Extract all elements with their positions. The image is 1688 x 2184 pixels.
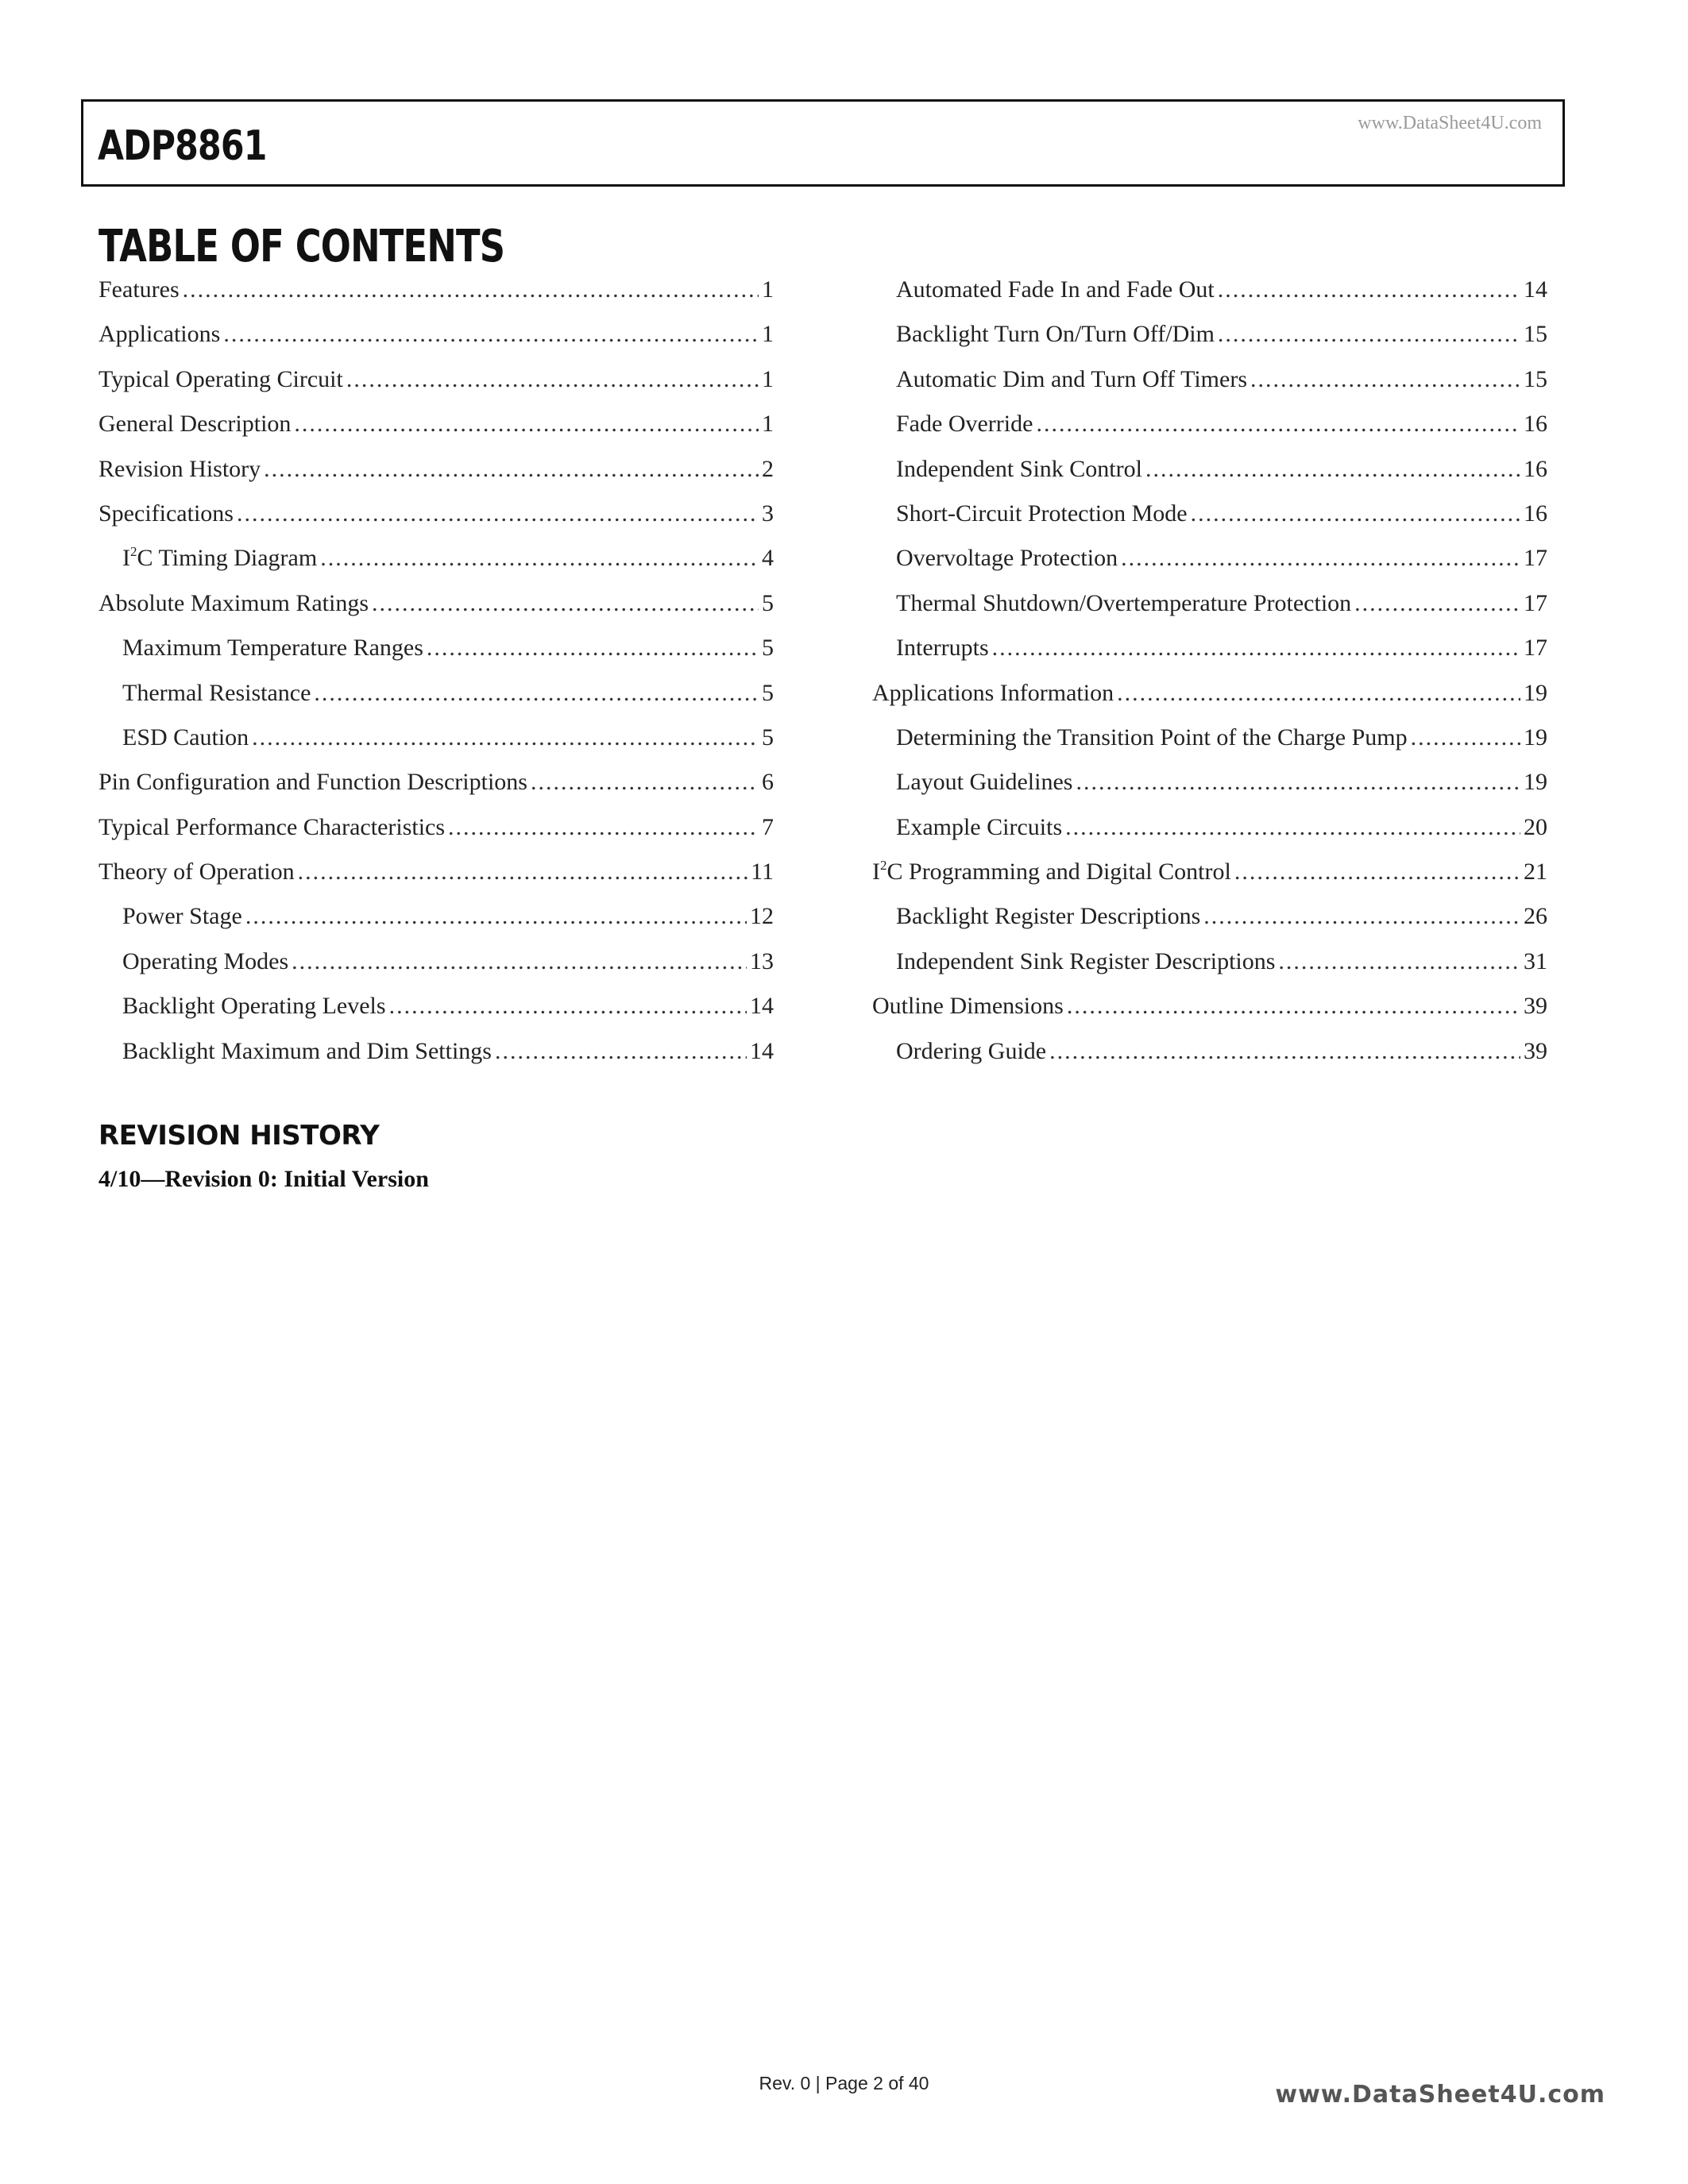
toc-entry-title-text: Outline Dimensions — [872, 993, 1064, 1020]
toc-entry-page: 1 — [762, 321, 774, 348]
toc-leader-dots — [1250, 357, 1520, 402]
toc-leader-dots — [1191, 492, 1520, 536]
toc-entry[interactable] — [98, 984, 774, 1028]
revision-entry: 4/10—Revision 0: Initial Version — [98, 1166, 429, 1192]
toc-entry-title — [98, 581, 369, 626]
toc-entry[interactable] — [872, 357, 1547, 402]
toc-leader-dots — [1354, 581, 1520, 626]
toc-entry-title-text: General Description — [98, 411, 292, 438]
toc-entry-title — [122, 894, 242, 939]
toc-entry-page: 2 — [762, 455, 774, 482]
toc-entry[interactable] — [98, 268, 774, 312]
toc-entry[interactable] — [98, 760, 774, 805]
toc-entry-title-text: Backlight Turn On/Turn Off/Dim — [896, 321, 1215, 348]
toc-leader-dots — [1278, 940, 1520, 984]
toc-entry-title-text: Automatic Dim and Turn Off Timers — [896, 365, 1247, 392]
toc-entry-page: 1 — [762, 365, 774, 392]
part-number: ADP8861 — [98, 122, 267, 170]
toc-entry[interactable] — [872, 671, 1547, 716]
toc-entry-title — [896, 268, 1215, 312]
toc-entry-title-text: Independent Sink Control — [896, 455, 1142, 482]
toc-entry-title — [122, 626, 423, 670]
toc-leader-dots — [1117, 671, 1520, 716]
toc-entry-title — [872, 671, 1114, 716]
toc-entry-title — [896, 536, 1118, 581]
toc-entry-page: 5 — [762, 723, 774, 751]
toc-entry-page: 15 — [1524, 365, 1547, 392]
toc-leader-dots — [448, 805, 759, 850]
revision-history-heading: REVISION HISTORY — [98, 1120, 380, 1152]
toc-entry-title-text: Typical Performance Characteristics — [98, 813, 446, 840]
toc-entry-title-superscript: 2 — [130, 544, 137, 560]
toc-leader-dots — [1067, 984, 1520, 1028]
toc-entry-page: 3 — [762, 500, 774, 527]
toc-entry-page: 16 — [1524, 500, 1547, 527]
toc-entry-title-text: Determining the Transition Point of the Charge Pump — [896, 723, 1408, 751]
toc-leader-dots — [1076, 760, 1520, 805]
toc-entry-title-text: Backlight Register Descriptions — [896, 903, 1201, 930]
toc-entry-title — [896, 581, 1351, 626]
toc-entry-title-text: Applications — [98, 321, 221, 348]
toc-leader-dots — [1218, 312, 1520, 357]
toc-entry-page: 21 — [1524, 859, 1547, 886]
toc-entry-page: 4 — [762, 545, 774, 572]
toc-entry[interactable] — [98, 805, 774, 850]
toc-entry-title-superscript: 2 — [880, 858, 887, 874]
toc-leader-dots — [298, 850, 748, 894]
toc-entry-title-text: Backlight Operating Levels — [122, 993, 386, 1020]
toc-entry-title — [896, 940, 1275, 984]
toc-entry-page: 16 — [1524, 455, 1547, 482]
toc-entry-title — [98, 357, 343, 402]
toc-entry[interactable] — [98, 447, 774, 492]
toc-entry[interactable] — [872, 312, 1547, 357]
toc-entry-title — [896, 312, 1215, 357]
toc-entry-title-text: Example Circuits — [896, 813, 1063, 840]
toc-entry-title — [896, 492, 1188, 536]
toc-entry-title-text: Thermal Resistance — [122, 679, 311, 706]
toc-entry-title-text: Backlight Maximum and Dim Settings — [122, 1037, 492, 1064]
toc-leader-dots — [252, 716, 759, 760]
toc-entry-title-text: Power Stage — [122, 903, 242, 930]
toc-leader-dots — [294, 402, 759, 446]
toc-entry-title-text: Fade Override — [896, 411, 1033, 438]
toc-left-column — [98, 268, 774, 1074]
toc-entry[interactable] — [98, 357, 774, 402]
header-box — [81, 99, 1565, 187]
toc-entry[interactable] — [98, 536, 774, 581]
toc-entry-title-text: Absolute Maximum Ratings — [98, 589, 369, 616]
toc-leader-dots — [1036, 402, 1520, 446]
toc-entry[interactable] — [98, 402, 774, 446]
toc-entry-title-text: Theory of Operation — [98, 859, 295, 886]
toc-entry-title — [98, 402, 291, 446]
toc-leader-dots — [346, 357, 759, 402]
toc-entry[interactable] — [872, 492, 1547, 536]
toc-entry-title — [896, 626, 989, 670]
toc-entry-title-text: Independent Sink Register Descriptions — [896, 947, 1276, 974]
toc-entry-title-text: Applications Information — [872, 679, 1114, 706]
toc-entry-page: 39 — [1524, 1037, 1547, 1064]
toc-entry-title — [872, 850, 1231, 894]
toc-leader-dots — [495, 1029, 747, 1074]
toc-leader-dots — [1121, 536, 1520, 581]
toc-entry-title — [98, 850, 295, 894]
toc-entry-page: 39 — [1524, 993, 1547, 1020]
toc-entry-page: 31 — [1524, 947, 1547, 974]
toc-entry-title-text: Specifications — [98, 500, 234, 527]
toc-entry-title — [896, 716, 1408, 760]
toc-entry-title-text: Short-Circuit Protection Mode — [896, 500, 1188, 527]
toc-entry-title — [98, 447, 261, 492]
toc-entry-title — [122, 671, 311, 716]
toc-entry-page: 5 — [762, 589, 774, 616]
toc-entry-page: 16 — [1524, 411, 1547, 438]
toc-entry-title — [98, 268, 180, 312]
toc-entry-title-text: Maximum Temperature Ranges — [122, 635, 423, 662]
toc-entry[interactable] — [98, 1029, 774, 1074]
toc-entry-title-text: Typical Operating Circuit — [98, 365, 343, 392]
toc-leader-dots — [1234, 850, 1520, 894]
toc-leader-dots — [1411, 716, 1520, 760]
toc-leader-dots — [389, 984, 747, 1028]
toc-leader-dots — [314, 671, 759, 716]
toc-entry-title-text: Operating Modes — [122, 947, 289, 974]
toc-leader-dots — [372, 581, 759, 626]
toc-entry-title — [896, 357, 1247, 402]
toc-leader-dots — [531, 760, 759, 805]
toc-leader-dots — [427, 626, 759, 670]
toc-leader-dots — [1049, 1029, 1520, 1074]
toc-entry[interactable] — [98, 716, 774, 760]
toc-entry-title-text: Overvoltage Protection — [896, 545, 1118, 572]
toc-entry[interactable] — [98, 894, 774, 939]
toc-entry-title — [98, 492, 234, 536]
toc-entry-title — [122, 716, 249, 760]
toc-entry-title — [896, 805, 1062, 850]
toc-entry-page: 6 — [762, 769, 774, 796]
toc-entry-title-prefix: I — [872, 859, 880, 886]
toc-entry-title — [896, 447, 1142, 492]
toc-entry[interactable] — [872, 447, 1547, 492]
toc-entry-title — [122, 536, 317, 581]
toc-entry-page: 1 — [762, 411, 774, 438]
toc-entry-page: 13 — [750, 947, 774, 974]
toc-leader-dots — [264, 447, 759, 492]
toc-entry-title — [872, 984, 1064, 1028]
toc-entry[interactable] — [98, 581, 774, 626]
toc-leader-dots — [320, 536, 759, 581]
toc-entry[interactable] — [872, 760, 1547, 805]
toc-entry-page: 14 — [750, 1037, 774, 1064]
toc-entry[interactable] — [872, 581, 1547, 626]
toc-entry[interactable] — [872, 1029, 1547, 1074]
watermark-link[interactable]: www.DataSheet4U.com — [1358, 113, 1542, 133]
toc-entry-title-text: Features — [98, 276, 180, 303]
toc-entry-page: 5 — [762, 635, 774, 662]
toc-leader-dots — [237, 492, 759, 536]
toc-leader-dots — [1218, 268, 1520, 312]
toc-entry[interactable] — [98, 312, 774, 357]
toc-entry-title-text: C Programming and Digital Control — [886, 859, 1231, 886]
toc-entry[interactable] — [872, 716, 1547, 760]
toc-entry-title-text: Layout Guidelines — [896, 769, 1073, 796]
toc-entry-title — [98, 805, 445, 850]
toc-entry[interactable] — [98, 940, 774, 984]
toc-entry-page: 17 — [1524, 635, 1547, 662]
toc-entry-title-text: ESD Caution — [122, 723, 249, 751]
toc-right-column — [872, 268, 1547, 1074]
toc-entry[interactable] — [872, 268, 1547, 312]
toc-entry[interactable] — [872, 850, 1547, 894]
toc-entry-page: 5 — [762, 679, 774, 706]
toc-leader-dots — [292, 940, 747, 984]
toc-entry-title — [896, 894, 1200, 939]
toc-entry-title-prefix: I — [122, 545, 130, 572]
toc-entry-page: 26 — [1524, 903, 1547, 930]
toc-leader-dots — [245, 894, 747, 939]
toc-entry[interactable] — [872, 805, 1547, 850]
toc-leader-dots — [1065, 805, 1520, 850]
toc-entry[interactable] — [872, 894, 1547, 939]
toc-leader-dots — [183, 268, 759, 312]
toc-entry[interactable] — [872, 536, 1547, 581]
toc-entry-title-text: Interrupts — [896, 635, 989, 662]
toc-entry[interactable] — [872, 626, 1547, 670]
toc-entry-page: 15 — [1524, 321, 1547, 348]
toc-entry[interactable] — [98, 850, 774, 894]
toc-entry-title — [98, 760, 527, 805]
toc-entry[interactable] — [872, 984, 1547, 1028]
toc-leader-dots — [1203, 894, 1520, 939]
toc-leader-dots — [992, 626, 1520, 670]
toc-entry-title-text: Ordering Guide — [896, 1037, 1047, 1064]
toc-entry-title-text: Pin Configuration and Function Descriptions — [98, 769, 527, 796]
toc-entry-page: 14 — [750, 993, 774, 1020]
toc-entry-page: 19 — [1524, 723, 1547, 751]
toc-entry-title-text: Thermal Shutdown/Overtemperature Protection — [896, 589, 1352, 616]
toc-entry-page: 19 — [1524, 769, 1547, 796]
toc-entry-title — [896, 402, 1033, 446]
toc-entry-title — [98, 312, 220, 357]
toc-entry[interactable] — [872, 402, 1547, 446]
toc-entry-title — [122, 1029, 492, 1074]
toc-entry[interactable] — [98, 671, 774, 716]
toc-entry[interactable] — [98, 626, 774, 670]
toc-entry-page: 1 — [762, 276, 774, 303]
toc-entry-page: 14 — [1524, 276, 1547, 303]
toc-entry-page: 17 — [1524, 545, 1547, 572]
footer-watermark-link[interactable]: www.DataSheet4U.com — [1275, 2081, 1605, 2109]
toc-title: TABLE OF CONTENTS — [98, 221, 505, 272]
toc-leader-dots — [1145, 447, 1520, 492]
toc-entry-page: 20 — [1524, 813, 1547, 840]
toc-entry-title-text: C Timing Diagram — [137, 545, 318, 572]
toc-entry-title — [896, 760, 1072, 805]
toc-entry-page: 11 — [751, 859, 774, 886]
toc-entry-title — [896, 1029, 1046, 1074]
toc-leader-dots — [223, 312, 759, 357]
toc-entry-title-text: Revision History — [98, 455, 261, 482]
toc-entry-title-text: Automated Fade In and Fade Out — [896, 276, 1215, 303]
toc-entry-page: 12 — [750, 903, 774, 930]
toc-entry-title — [122, 984, 386, 1028]
toc-entry[interactable] — [98, 492, 774, 536]
toc-entry-page: 19 — [1524, 679, 1547, 706]
toc-entry[interactable] — [872, 940, 1547, 984]
toc-entry-page: 17 — [1524, 589, 1547, 616]
toc-entry-title — [122, 940, 288, 984]
page-footer: Rev. 0 | Page 2 of 40 — [759, 2073, 929, 2093]
toc-entry-page: 7 — [762, 813, 774, 840]
